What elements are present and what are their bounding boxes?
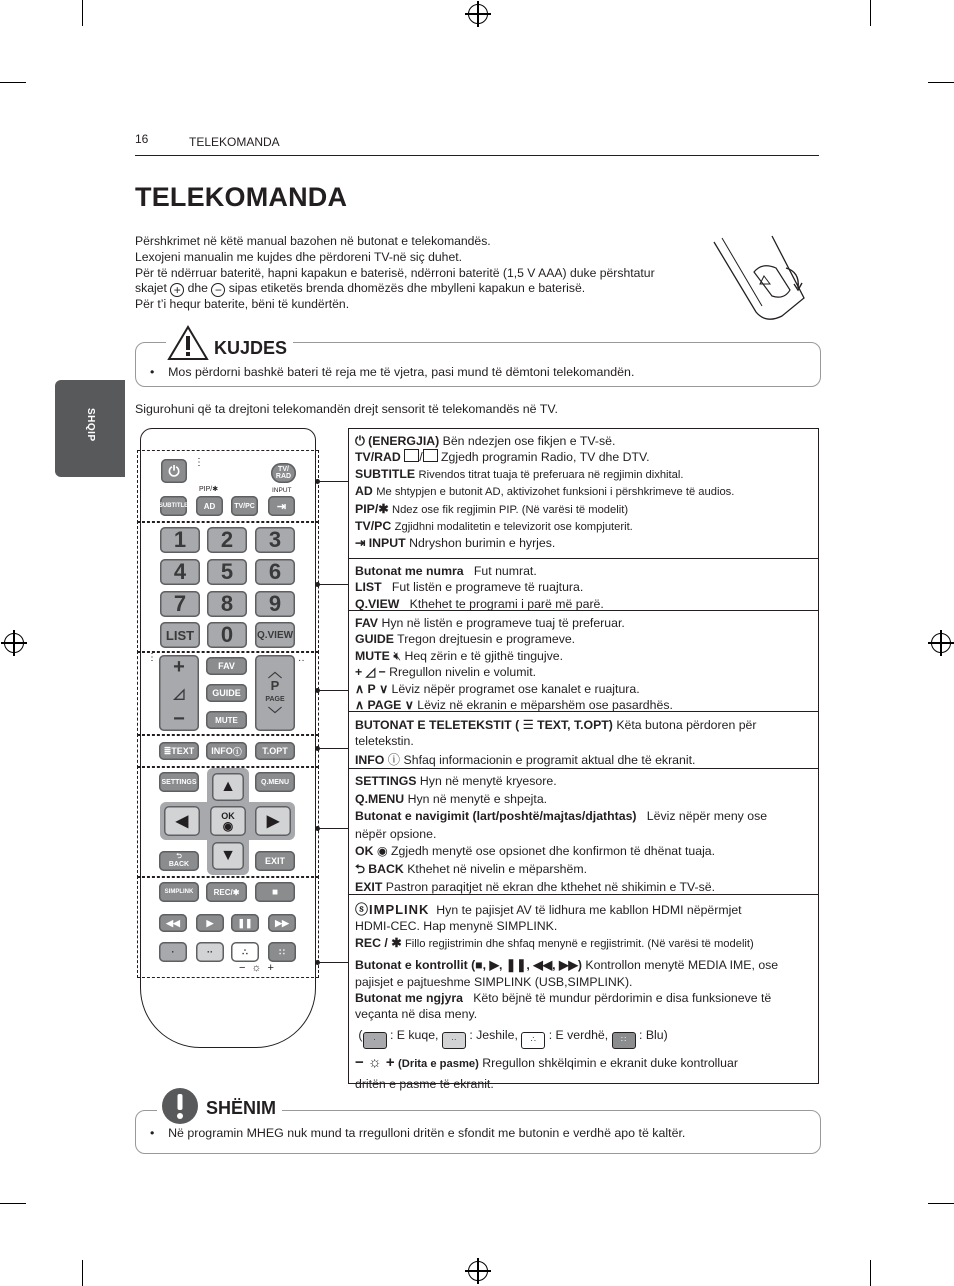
desc-line	[355, 648, 812, 664]
desc-line	[355, 935, 812, 952]
desc-text: Rregullon shkëlqimin e ekranit duke kontrolluar	[482, 1055, 738, 1070]
blue-button[interactable]: ∷	[268, 942, 296, 962]
desc-text: Shfaq informacionin e programit aktual dhe të ekranit.	[403, 752, 696, 767]
input-label: INPUT	[272, 487, 292, 494]
page-label: PAGE	[265, 696, 285, 703]
desc-text: Rivendos titrat tuaja të preferuara në regjimin dixhital.	[418, 468, 684, 481]
desc-text: Fut listën e programeve të ruajtura.	[391, 580, 584, 595]
asterisk-icon: ✱	[378, 501, 389, 516]
dashed-group-playback	[137, 876, 319, 978]
desc-text: : E verdhë,	[548, 1027, 609, 1042]
desc-line	[355, 664, 812, 680]
chevron-up-icon: ∧	[355, 681, 365, 696]
desc-key: BUTONAT E TELETEKSTIT (	[355, 718, 520, 732]
minus-terminal-icon: −	[211, 283, 225, 297]
desc-key: REC /	[355, 935, 388, 950]
desc-line	[355, 501, 812, 518]
desc-key: Butonat me ngjyra	[355, 991, 463, 1006]
desc-line	[355, 1055, 812, 1072]
chevron-up-icon: ︿	[268, 664, 282, 680]
intro-line	[135, 281, 715, 297]
nav-down-button[interactable]: ▼	[212, 842, 244, 870]
desc-text: Këto bëjnë të mundur përdorimin e disa funksioneve të	[473, 991, 772, 1006]
green-button-icon: ··	[442, 1032, 466, 1049]
note-heading: SHËNIM	[200, 1098, 282, 1119]
desc-line	[355, 433, 812, 449]
desc-key: PAGE	[367, 698, 402, 713]
crop-mark	[0, 82, 26, 83]
desc-key: MUTE	[355, 648, 390, 663]
desc-text: Lëviz në ekranin e mëparshëm ose pasardhës.	[417, 698, 673, 713]
nav-left-button[interactable]: ◀	[164, 806, 200, 836]
volume-up-icon: +	[173, 656, 185, 678]
desc-text: Pastron paraqitjet në ekran dhe kthehet në shikimin e TV-së.	[385, 879, 716, 894]
desc-line: nëpër opsione.	[355, 826, 437, 841]
desc-key: BACK	[368, 861, 404, 876]
desc-text: Me shtypjen e butonit AD, aktivizohet funksioni i përshkrimeve të audios.	[376, 486, 735, 499]
desc-line	[355, 861, 812, 879]
leader-line	[318, 828, 348, 829]
desc-text: Ndez ose fik regjimin PIP. (Në varësi të modelit)	[391, 503, 629, 516]
intro-text: sipas etiketës brenda dhomëzës dhe mbylleni kapakun e baterisë.	[228, 281, 586, 296]
desc-text: Zgjedh programin Radio, TV dhe DTV.	[441, 450, 650, 465]
desc-text: Bën ndezjen ose fikjen e TV-së.	[442, 434, 616, 448]
ok-label: OK	[221, 811, 235, 821]
desc-key: Butonat e kontrollit (	[355, 958, 476, 973]
number-button-0[interactable]: 0	[207, 622, 247, 648]
intro-line: Lexojeni manualin me kujdes dhe përdoreni TV-në siç duhet.	[135, 249, 463, 264]
tv-rad-button[interactable]: TV/ RAD	[271, 463, 296, 483]
desc-text: Hyn te pajisjet AV të lidhura me kabllon HDMI nëpërmjet	[436, 903, 742, 917]
registration-mark-icon	[4, 633, 24, 653]
desc-line	[355, 483, 812, 500]
desc-line	[355, 990, 812, 1006]
number-button-3[interactable]: 3	[255, 527, 295, 553]
desc-text: : Jeshile,	[469, 1027, 518, 1042]
leader-line	[318, 584, 348, 585]
desc-line	[355, 466, 812, 483]
indicator-dots-icon: ⋮	[194, 457, 204, 468]
mute-button[interactable]: MUTE	[206, 711, 247, 729]
mute-icon: 🔇︎	[393, 648, 402, 663]
crop-mark	[870, 1260, 871, 1286]
pip-label: PIP/✱	[199, 486, 219, 493]
desc-text: Kthehet te programi i parë më parë.	[409, 596, 604, 611]
back-label: BACK	[168, 861, 190, 868]
playback-icons: ■, ▶, ❚❚, ◀◀, ▶▶)	[475, 958, 582, 973]
yellow-button[interactable]: ∴	[231, 942, 259, 962]
pip-label-text: PIP/	[199, 486, 213, 493]
chevron-down-icon: ∨	[404, 698, 414, 713]
button-description-table	[348, 428, 819, 1092]
desc-line	[355, 518, 812, 535]
intro-text: skajet	[135, 281, 167, 296]
desc-key: GUIDE	[355, 632, 394, 647]
desc-line	[355, 843, 812, 861]
table-row	[349, 610, 818, 711]
desc-line	[355, 957, 812, 973]
desc-text: Kthehet në nivelin e mëparshëm.	[407, 861, 588, 876]
desc-line	[355, 717, 812, 733]
table-row	[349, 711, 818, 768]
desc-line: TV/RAD / Zgjedh programin Radio, TV dhe DTV.	[355, 450, 650, 465]
desc-line: HDMI-CEC. Hap menynë SIMPLINK.	[355, 919, 558, 934]
backlight-icons: − ☼ +	[355, 1053, 395, 1071]
registration-mark-icon	[468, 1261, 488, 1281]
q-menu-button[interactable]: Q.MENU	[255, 772, 295, 792]
desc-line: teletekstin.	[355, 734, 414, 749]
caution-bullet: • Mos përdorni bashkë bateri të reja me të vjetra, pasi mund të dëmtoni telekomandën.	[150, 365, 635, 379]
tv-pc-button[interactable]: TV/PC	[231, 496, 258, 516]
desc-key: OK	[355, 844, 374, 859]
desc-line	[355, 631, 812, 647]
fast-forward-button[interactable]: ▶▶	[268, 914, 296, 932]
ok-circle-icon: ◉	[376, 844, 388, 859]
crop-mark	[82, 0, 83, 26]
desc-line	[355, 902, 812, 918]
desc-line	[355, 563, 812, 579]
desc-key: TV/RAD	[355, 450, 401, 465]
number-button-1[interactable]: 1	[160, 527, 200, 553]
dots-icon: ⋮	[147, 652, 157, 663]
text-button[interactable]: ≣ TEXT	[159, 742, 199, 760]
list-button[interactable]: LIST	[160, 622, 200, 648]
leader-line	[318, 962, 348, 963]
blue-button-icon: ∷	[612, 1032, 636, 1049]
number-button-8[interactable]: 8	[207, 591, 247, 617]
info-icon: ⓘ	[387, 752, 401, 767]
exclamation-icon	[157, 1086, 203, 1126]
desc-key: Q.VIEW	[355, 596, 400, 611]
fav-button[interactable]: FAV	[206, 657, 247, 675]
ad-button[interactable]: AD	[196, 496, 223, 516]
chevron-up-icon: ∧	[355, 698, 365, 713]
desc-text: Hyn në menytë kryesore.	[419, 774, 557, 788]
number-button-2[interactable]: 2	[207, 527, 247, 553]
red-button-icon: ·	[363, 1032, 387, 1049]
desc-line: ( · : E kuqe, ·· : Jeshile, ∴ : E verdhë, ∷ : Blu)	[355, 1027, 812, 1049]
dashed-group-teletext	[137, 734, 319, 768]
desc-text: Zgjidhni modalitetin e televizorit ose kompjuterit.	[394, 521, 633, 534]
page-title: TELEKOMANDA	[135, 182, 348, 212]
desc-line	[355, 808, 812, 826]
power-icon: ⏻	[355, 434, 365, 448]
rec-button[interactable]: REC/ ✱	[206, 882, 247, 902]
desc-key: INFO	[355, 752, 385, 767]
caution-heading: KUJDES	[208, 338, 293, 359]
plus-terminal-icon: +	[170, 283, 184, 297]
play-button[interactable]: ▶	[196, 914, 224, 932]
desc-text: Kontrollon menytë MEDIA IME, ose	[585, 958, 779, 973]
intro-line: Për t’i hequr baterite, bëni të kundërtën.	[135, 297, 350, 312]
intro-line: Përshkrimet në këtë manual bazohen në butonat e telekomandës.	[135, 234, 491, 248]
guide-button[interactable]: GUIDE	[206, 684, 247, 702]
text-button-label: TEXT	[171, 746, 195, 756]
desc-line	[355, 681, 812, 697]
volume-ramp-icon: ◿	[173, 685, 185, 701]
pause-button[interactable]: ❚❚	[231, 914, 259, 932]
desc-text: Hyn në listën e programeve tuaj të preferuar.	[381, 616, 625, 630]
desc-key: TEXT, T.OPT)	[537, 718, 613, 732]
desc-line: dritën e pasme të ekranit.	[355, 1077, 494, 1092]
red-button[interactable]: ·	[159, 942, 187, 962]
number-button-9[interactable]: 9	[255, 591, 295, 617]
leader-line	[318, 690, 348, 691]
registration-mark-icon	[931, 633, 951, 653]
leader-line	[318, 748, 348, 749]
warning-triangle-icon	[166, 324, 210, 362]
radio-icon	[423, 449, 438, 462]
crop-mark	[82, 1260, 83, 1286]
desc-key: (Drita e pasme)	[398, 1057, 479, 1070]
power-button[interactable]: ⏻	[161, 459, 187, 483]
dots-icon: ··	[298, 655, 305, 666]
subtitle-button[interactable]: SUBTITLE	[160, 496, 187, 516]
tv-icon	[404, 449, 419, 462]
desc-line	[355, 773, 812, 791]
info-button-label: INFO	[211, 746, 233, 756]
simplink-logo-icon: ⓢIMPLINK	[355, 902, 430, 917]
number-button-4[interactable]: 4	[160, 559, 200, 585]
desc-text: Rregullon nivelin e volumit.	[389, 665, 537, 680]
dashed-group-volume	[137, 651, 319, 736]
chevron-down-icon: ﹀	[268, 706, 282, 722]
simplink-button[interactable]: SIMPLINK	[159, 882, 199, 902]
page-number: 16	[135, 132, 149, 146]
number-button-5[interactable]: 5	[207, 559, 247, 585]
crop-mark	[928, 82, 954, 83]
yellow-button-icon: ∴	[521, 1032, 545, 1049]
desc-line	[355, 535, 812, 551]
nav-up-button[interactable]: ▲	[212, 773, 244, 801]
green-button[interactable]: ··	[196, 942, 224, 962]
desc-text: Këta butona përdoren për	[616, 718, 757, 732]
desc-key: LIST	[355, 580, 382, 595]
dashed-group-navigation	[137, 766, 319, 878]
desc-key: TV/PC	[355, 519, 392, 534]
program-p-label: P	[270, 678, 280, 693]
desc-key: SUBTITLE	[355, 466, 416, 481]
table-row	[349, 894, 818, 1092]
q-view-button[interactable]: Q.VIEW	[255, 622, 295, 648]
desc-text: Tregon drejtuesin e programeve.	[397, 632, 576, 647]
desc-line	[355, 579, 812, 595]
desc-line	[355, 752, 812, 768]
intro-line: Për të ndërruar bateritë, hapni kapakun e baterisë, ndërroni bateritë (1,5 V AAA) duke përshtatur	[135, 265, 655, 280]
desc-text: Fillo regjistrimin dhe shfaq menynë e regjistrimit. (Në varësi të modelit)	[404, 937, 754, 950]
desc-key: P	[367, 681, 376, 696]
intro-paragraph	[135, 234, 715, 313]
note-text: Në programin MHEG nuk mund ta rregulloni dritën e sfondit me butonin e verdhë apo të kaltër.	[168, 1126, 686, 1140]
rec-label: REC/	[213, 887, 233, 897]
info-button[interactable]: INFO ⓘ	[206, 742, 247, 760]
desc-text: : E kuqe,	[389, 1027, 439, 1042]
dashed-group-numbers	[137, 521, 319, 653]
desc-text: Zgjedh menytë ose opsionet dhe konfirmon të dhënat tuaja.	[391, 844, 716, 859]
back-arrow-icon: ⮌	[355, 861, 365, 876]
desc-text: Lëviz nëpër programet ose kanalet e ruajtura.	[391, 681, 640, 696]
header-rule	[135, 155, 819, 156]
chevron-down-icon: ∨	[379, 681, 389, 696]
desc-key: FAV	[355, 616, 379, 630]
table-row	[349, 429, 818, 558]
caution-text: Mos përdorni bashkë bateri të reja me të vjetra, pasi mund të dëmtoni telekomandën.	[168, 365, 635, 379]
desc-key: (ENERGJIA)	[368, 434, 440, 448]
desc-key: EXIT	[355, 879, 383, 894]
leader-line	[318, 481, 348, 482]
language-tab	[55, 380, 125, 477]
desc-text: Fut numrat.	[473, 564, 537, 578]
registration-mark-icon	[468, 4, 488, 24]
back-arrow-icon: ⮌	[176, 853, 182, 860]
number-button-6[interactable]: 6	[255, 559, 295, 585]
nav-right-button[interactable]: ▶	[255, 806, 291, 836]
rewind-button[interactable]: ◀◀	[159, 914, 187, 932]
settings-button[interactable]: SETTINGS	[159, 772, 199, 792]
desc-key: AD	[355, 484, 373, 499]
exit-button[interactable]: EXIT	[255, 851, 295, 871]
battery-cover-illustration	[708, 232, 816, 322]
desc-key: PIP/	[355, 501, 379, 516]
volume-down-icon: −	[173, 708, 185, 730]
ok-circle-icon: ◉	[222, 819, 234, 833]
number-button-7[interactable]: 7	[160, 591, 200, 617]
asterisk-icon: ✱	[391, 935, 402, 950]
t-opt-button[interactable]: T.OPT	[255, 742, 295, 760]
crop-mark	[0, 1203, 26, 1204]
dashed-group-power	[137, 450, 319, 523]
desc-line	[355, 791, 812, 809]
desc-line: veçanta në disa meny.	[355, 1007, 478, 1022]
desc-text: Ndryshon burimin e hyrjes.	[409, 536, 556, 551]
desc-key: SETTINGS	[355, 774, 417, 788]
input-button[interactable]: ⇥	[268, 496, 295, 516]
input-icon: ⇥	[355, 536, 366, 551]
backlight-icon: −☼+	[239, 962, 280, 974]
desc-text: Hyn në menytë e shpejta.	[407, 791, 548, 806]
table-row	[349, 768, 818, 894]
text-icon: ☰	[522, 718, 534, 732]
desc-key: Q.MENU	[355, 791, 405, 806]
crop-mark	[870, 0, 871, 26]
intro-text: dhe	[187, 281, 208, 296]
stop-button[interactable]: ■	[255, 882, 295, 902]
desc-line: pajisjet e pajtueshme SIMPLINK (USB,SIMPLINK).	[355, 974, 633, 989]
desc-line	[355, 615, 812, 631]
running-head: TELEKOMANDA	[189, 135, 280, 149]
desc-text: : Blu)	[639, 1027, 668, 1042]
desc-text: Heq zërin e të gjithë tingujve.	[404, 648, 564, 663]
note-bullet: • Në programin MHEG nuk mund ta rregulloni dritën e sfondit me butonin e verdhë apo të kaltër.	[150, 1126, 686, 1140]
desc-key: Butonat e navigimit (lart/poshtë/majtas/djathtas)	[355, 809, 637, 824]
language-tab-label: SHQIP	[85, 408, 96, 442]
sensor-instruction: Sigurohuni që ta drejtoni telekomandën drejt sensorit të telekomandës në TV.	[135, 402, 558, 416]
desc-key: INPUT	[368, 536, 406, 551]
crop-mark	[928, 1203, 954, 1204]
volume-icons: + ◿ −	[355, 665, 386, 680]
desc-text: Lëviz nëpër meny ose	[646, 809, 768, 824]
table-row	[349, 558, 818, 610]
desc-key: Butonat me numra	[355, 564, 464, 578]
